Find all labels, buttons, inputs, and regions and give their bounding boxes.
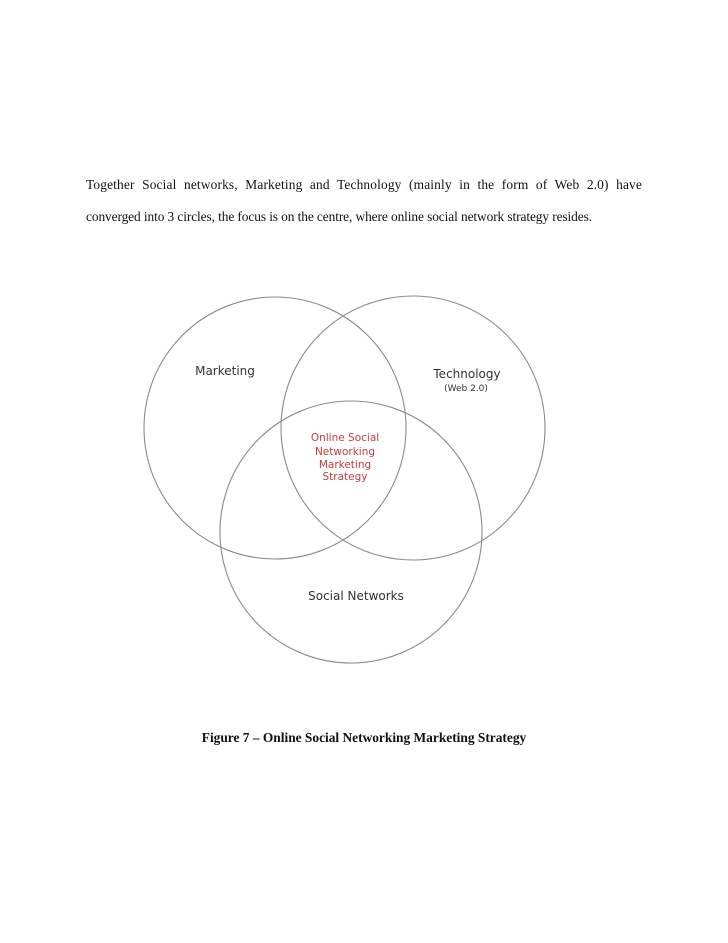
paragraph-line-2: converged into 3 circles, the focus is on the centre, where online social network strategy resides. — [86, 209, 592, 224]
technology-circle — [281, 296, 545, 560]
center-label-line-4: Strategy — [322, 471, 368, 483]
technology-label: Technology — [433, 367, 501, 381]
social-networks-label: Social Networks — [308, 589, 404, 603]
center-label-line-1: Online Social — [310, 432, 380, 444]
technology-sublabel: (Web 2.0) — [444, 384, 488, 394]
center-label-line-2: Networking — [314, 446, 376, 458]
center-label-line-3: Marketing — [318, 459, 372, 471]
figure-caption: Figure 7 – Online Social Networking Marketing Strategy — [201, 730, 527, 745]
marketing-label: Marketing — [195, 364, 255, 378]
marketing-circle — [144, 297, 406, 559]
paragraph-line-1: Together Social networks, Marketing and Technology (mainly in the form of Web 2.0) have — [86, 177, 642, 192]
